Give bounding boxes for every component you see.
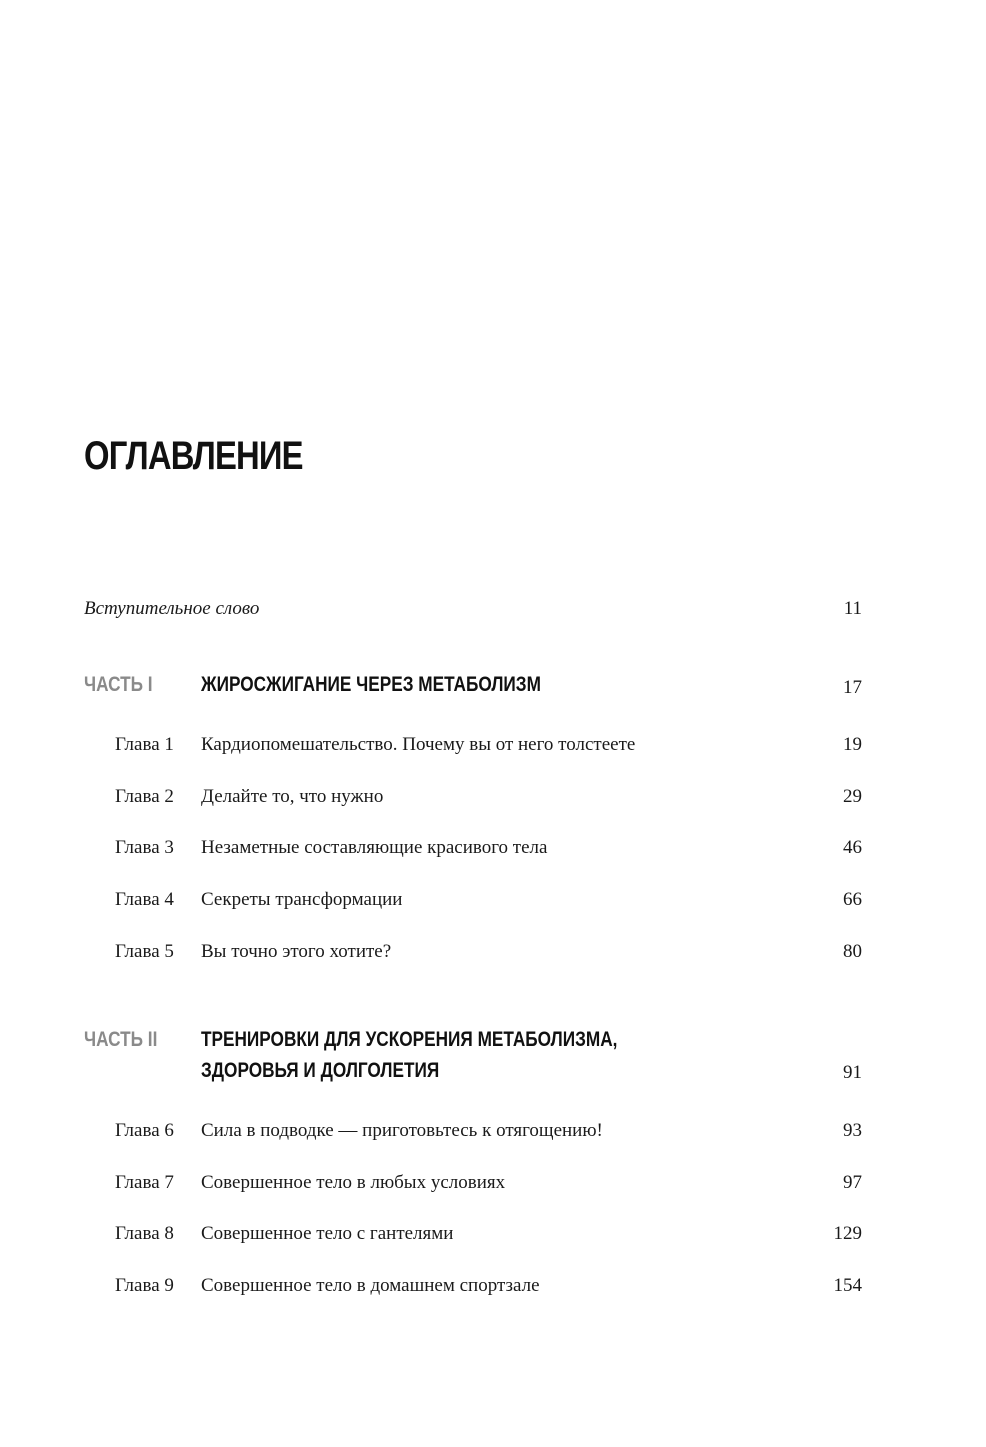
- part-title-line: ТРЕНИРОВКИ ДЛЯ УСКОРЕНИЯ МЕТАБОЛИЗМА,: [201, 1028, 618, 1051]
- chapter-label: Глава 6: [115, 1120, 174, 1141]
- page-number: 154: [833, 1275, 862, 1296]
- chapter-label: Глава 1: [115, 734, 174, 755]
- chapter-title: Совершенное тело с гантелями: [201, 1223, 454, 1244]
- page-number: 11: [843, 598, 862, 619]
- part-title-line: ЖИРОСЖИГАНИЕ ЧЕРЕЗ МЕТАБОЛИЗМ: [201, 673, 541, 696]
- part-title-line: ЗДОРОВЬЯ И ДОЛГОЛЕТИЯ: [201, 1059, 440, 1082]
- page-number: 17: [843, 677, 862, 698]
- page-number: 46: [843, 837, 862, 858]
- chapter-title: Секреты трансформации: [201, 889, 403, 910]
- chapter-title: Совершенное тело в домашнем спортзале: [201, 1275, 540, 1296]
- page-number: 66: [843, 889, 862, 910]
- chapter-label: Глава 2: [115, 786, 174, 807]
- chapter-label: Глава 5: [115, 941, 174, 962]
- chapter-label: Глава 7: [115, 1172, 174, 1193]
- chapter-title: Совершенное тело в любых условиях: [201, 1172, 506, 1193]
- chapter-title: Вы точно этого хотите?: [201, 941, 392, 962]
- page-number: 129: [833, 1223, 862, 1244]
- part-title: [201, 1024, 617, 1086]
- part-title: [201, 669, 541, 700]
- part-label: ЧАСТЬ I: [84, 673, 153, 696]
- intro-label: Вступительное слово: [84, 598, 260, 619]
- chapter-title: Незаметные составляющие красивого тела: [201, 837, 548, 858]
- page-number: 29: [843, 786, 862, 807]
- chapter-title: Сила в подводке — приготовьтесь к отягощению!: [201, 1120, 603, 1141]
- page-number: 93: [843, 1120, 862, 1141]
- chapter-label: Глава 9: [115, 1275, 174, 1296]
- chapter-label: Глава 8: [115, 1223, 174, 1244]
- page-number: 97: [843, 1172, 862, 1193]
- chapter-label: Глава 3: [115, 837, 174, 858]
- page-title: ОГЛАВЛЕНИЕ: [84, 434, 303, 478]
- page-number: 91: [843, 1062, 862, 1083]
- part-label: ЧАСТЬ II: [84, 1028, 158, 1051]
- chapter-title: Кардиопомешательство. Почему вы от него толстеете: [201, 734, 636, 755]
- page-number: 80: [843, 941, 862, 962]
- chapter-label: Глава 4: [115, 889, 174, 910]
- chapter-title: Делайте то, что нужно: [201, 786, 384, 807]
- page-number: 19: [843, 734, 862, 755]
